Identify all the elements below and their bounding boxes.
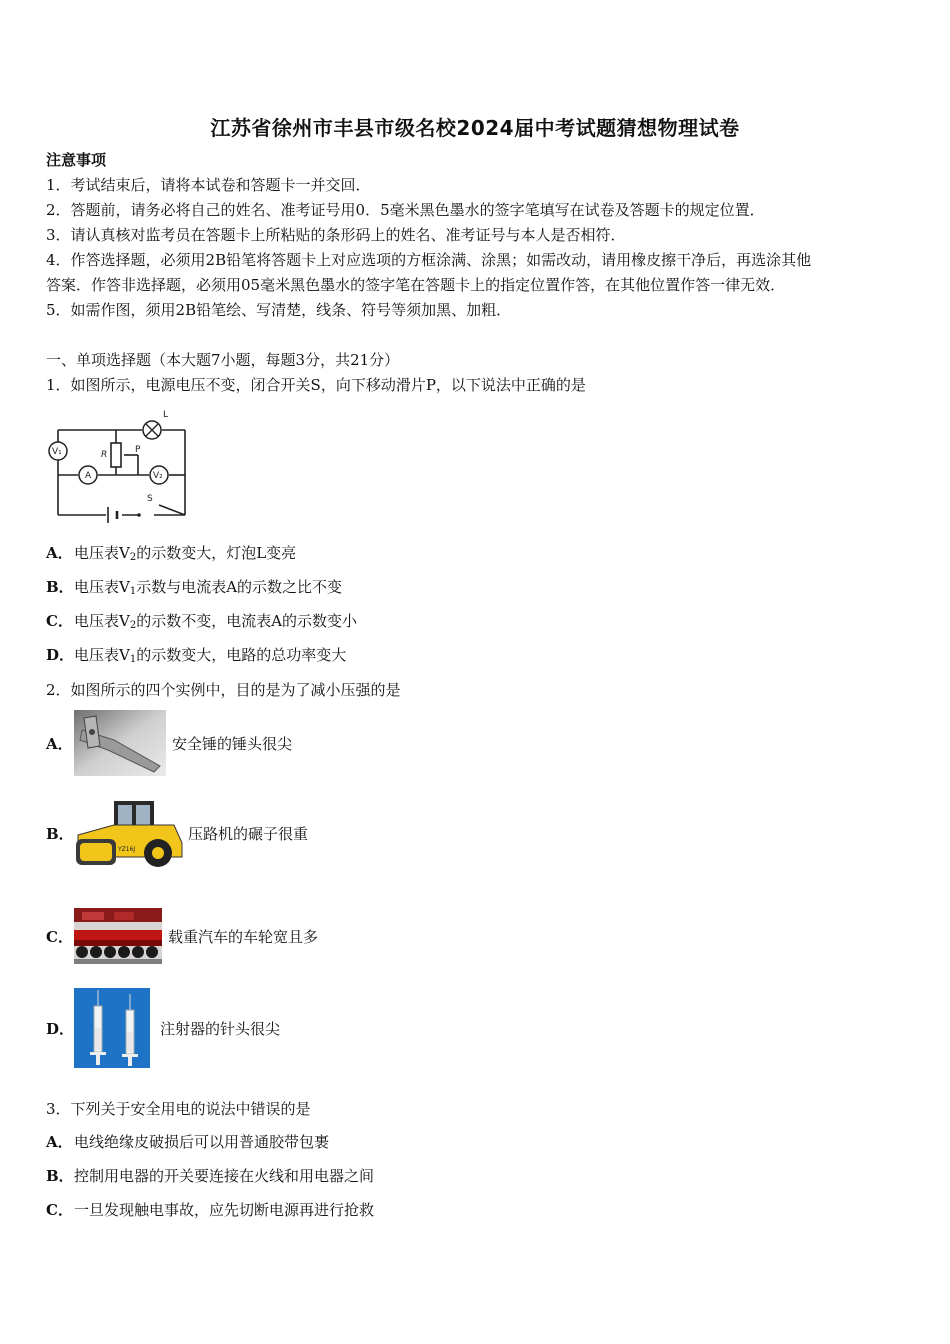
- notice-item: 2．答题前，请务必将自己的姓名、准考证号用0．5毫米黑色墨水的签字笔填写在试卷及答题卡的规定位置．: [46, 201, 765, 219]
- q2-option-b: B． YZ16J 压路机的碾子很重: [46, 795, 308, 871]
- lamp-symbol: [143, 421, 161, 439]
- q3-option-b: B．控制用电器的开关要连接在火线和用电器之间: [46, 1167, 375, 1185]
- section-heading: 一、单项选择题（本大题7小题，每题3分，共21分）: [46, 351, 400, 369]
- roller-plate-text: YZ16J: [118, 846, 136, 853]
- lamp-label: L: [163, 410, 169, 420]
- q2-option-d: D． 注射器的针头很尖: [46, 988, 280, 1068]
- v1-label: V₁: [52, 447, 62, 457]
- notice-item: 5．如需作图，须用2B铅笔绘、写清楚，线条、符号等须加黑、加粗．: [46, 301, 512, 319]
- notice-item: 答案．作答非选择题，必须用05毫米黑色墨水的签字笔在答题卡上的指定位置作答，在其他位置作答一律无效．: [46, 276, 786, 294]
- notice-item: 1．考试结束后，请将本试卷和答题卡一并交回．: [46, 176, 371, 194]
- question-2-stem: 2．如图所示的四个实例中，目的是为了减小压强的是: [46, 681, 401, 699]
- page-title: 江苏省徐州市丰县市级名校2024届中考试题猜想物理试卷: [210, 116, 740, 140]
- notice-heading: 注意事项: [46, 151, 107, 169]
- road-roller-image: [74, 795, 186, 871]
- heavy-truck-image: [74, 908, 162, 964]
- notice-item: 4．作答选择题，必须用2B铅笔将答题卡上对应选项的方框涂满、涂黑；如需改动，请用橡皮擦干净后，再选涂其他: [46, 251, 812, 269]
- q1-option-c: C．电压表$V_2$的示数不变，电流表A的示数变小: [46, 612, 358, 631]
- notice-item: 3．请认真核对监考员在答题卡上所粘贴的条形码上的姓名、准考证号与本人是否相符．: [46, 226, 626, 244]
- q1-option-d: D．电压表$V_1$的示数变大，电路的总功率变大: [46, 646, 347, 665]
- circuit-diagram: [44, 405, 194, 525]
- q3-option-a: A．电线绝缘皮破损后可以用普通胶带包裹: [46, 1133, 330, 1151]
- switch-label: S: [147, 494, 153, 504]
- q1-option-a: A．电压表$V_2$的示数变大，灯泡L变亮: [46, 544, 297, 563]
- q3-option-c: C．一旦发现触电事故，应先切断电源再进行抢救: [46, 1201, 375, 1219]
- switch-pivot: [137, 513, 141, 517]
- q2-option-c: C． 载重汽车的车轮宽且多: [46, 908, 318, 964]
- v2-label: V₂: [153, 471, 163, 481]
- question-3-stem: 3．下列关于安全用电的说法中错误的是: [46, 1100, 311, 1118]
- resistor-label: R: [101, 450, 108, 460]
- question-1-stem: 1．如图所示，电源电压不变，闭合开关S，向下移动滑片P，以下说法中正确的是: [46, 376, 586, 394]
- safety-hammer-image: [74, 710, 166, 776]
- ammeter-label: A: [85, 471, 92, 481]
- q2-option-a: A． 安全锤的锤头很尖: [46, 710, 292, 776]
- syringe-image: [74, 988, 150, 1068]
- slider-label: P: [135, 445, 141, 455]
- q1-option-b: B．电压表$V_1$示数与电流表A的示数之比不变: [46, 578, 343, 597]
